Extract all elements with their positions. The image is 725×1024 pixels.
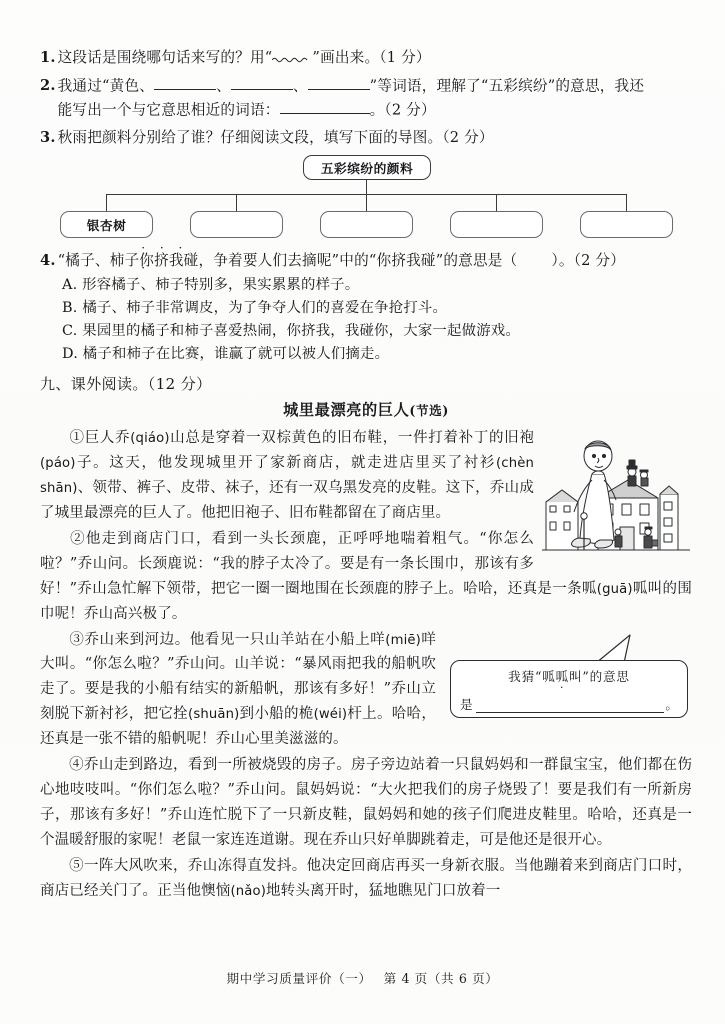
paragraph-3-a: 乔山来到河边。他看见一只山羊站在小船上咩 <box>84 631 386 648</box>
article-title-sub: (节选) <box>409 403 449 419</box>
footer-exam-name: 期中学习质量评价（一） <box>226 971 372 986</box>
question-1-text-after: ”画出来。（1 分） <box>312 49 431 66</box>
pinyin-shuan: (shuān) <box>188 707 240 723</box>
pinyin-gua: (guā) <box>596 581 633 597</box>
question-3 <box>40 126 692 150</box>
pinyin-mie: (miē) <box>385 632 421 648</box>
option-b[interactable]: B. 橘子、柿子非常调皮，为了争夺人们的喜爱在争抢打斗。 <box>62 299 448 316</box>
giant-illustration-svg <box>540 428 692 560</box>
callout-answer-blank[interactable] <box>476 699 665 713</box>
paragraph-3-marker: ③ <box>69 631 85 648</box>
question-4-stem <box>58 249 692 273</box>
mind-map-diagram <box>40 155 692 241</box>
paragraph-2-b: 呱叫的围巾呢！乔山高兴极了。 <box>40 580 692 622</box>
page-footer <box>0 968 725 987</box>
pinyin-pao: (páo) <box>40 455 76 471</box>
question-2-blank-2[interactable] <box>231 74 293 90</box>
pinyin-qiao: (qiáo) <box>130 431 170 447</box>
paragraph-1-c: 子。这天，他发现城里开了家新商店，就走进店里买了衬衫 <box>75 454 497 471</box>
wavy-underline-icon <box>272 47 312 62</box>
question-1-text-before: 这段话是围绕哪句话来写的？用“ <box>57 49 273 66</box>
question-3-number: 3. <box>40 128 56 146</box>
diagram-branch-3 <box>366 194 367 211</box>
question-4-emphasis: 你挤我碰 · · · · <box>139 252 198 269</box>
question-3-text: 秋雨把颜料分别给了谁？仔细阅读文段，填写下面的导图。（2 分） <box>57 128 494 146</box>
question-4-stem-c: ）。（2 分） <box>551 252 626 270</box>
question-4 <box>40 249 692 273</box>
pinyin-wei: (wéi) <box>313 707 348 723</box>
paragraph-1-marker: ① <box>69 430 85 447</box>
callout-emphasis-word: 呱呱叫 · · · <box>542 669 582 684</box>
paragraph-5-marker: ⑤ <box>69 857 85 874</box>
question-2 <box>40 74 692 122</box>
article-paragraph-4 <box>40 753 692 853</box>
footer-page-number: 第 4 页（共 6 页） <box>383 971 499 986</box>
diagram-branch-2 <box>236 194 237 211</box>
question-2-text-a: 我通过“黄色、 <box>57 76 155 94</box>
question-2-blank-3[interactable] <box>308 74 370 90</box>
question-2-text-c: 、 <box>292 76 308 94</box>
question-2-text-b: 、 <box>216 76 231 94</box>
question-2-text-e: 能写出一个与它意思相近的词语： <box>57 100 280 118</box>
pinyin-nao: (nǎo) <box>230 883 267 899</box>
paragraph-1-a: 巨人乔 <box>84 430 131 447</box>
paragraph-5-a: 一阵大风吹来，乔山冻得直发抖。他决定回商店再买一身新衣服。当他蹦着来到商店门口时，商店已经关门了。正当他懊恼 <box>40 857 692 899</box>
paragraph-4-a: 乔山走到路边，看到一所被烧毁的房子。房子旁边站着一只鼠妈妈和一群鼠宝宝，他们都在伤心地吱吱叫。“你们怎么啦？”乔山问。鼠妈妈说：“大火把我们的房子烧毁了！要是我们有一所新房子，那该有多好！”乔山连忙脱下了一只新皮鞋，鼠妈妈和她的孩子们爬进皮鞋里。哈哈，还真是一个温暖舒服的家呢！老鼠一家连连道谢。现在乔山只好单脚跳着走，可是他还是很开心。 <box>40 757 692 849</box>
question-4-number: 4. <box>40 252 56 270</box>
paragraph-1-d: 、领带、裤子、皮带、袜子，还有一双乌黑发亮的皮鞋。这下，乔山成了城里最漂亮的巨人了。他把旧袍子、旧布鞋都留在了商店里。 <box>40 479 534 521</box>
question-2-line-1 <box>58 74 692 98</box>
diagram-leaf-node-4[interactable] <box>450 211 543 238</box>
question-4-stem-b: ，争着要人们去摘呢”中的“你挤我碰”的意思是（ <box>198 252 518 270</box>
article-title <box>40 399 692 420</box>
callout-text-c: 是 <box>460 696 473 712</box>
giant-illustration <box>540 428 692 560</box>
callout-box <box>450 660 688 718</box>
paragraph-5-b: 地转头离开时，猛地瞧见门口放着一 <box>266 882 501 899</box>
page-content <box>40 46 692 905</box>
diagram-leaf-node-1[interactable]: 银杏树 <box>60 211 153 238</box>
question-2-line-2 <box>58 98 692 122</box>
diagram-branch-4 <box>496 194 497 211</box>
article-title-main: 城里最漂亮的巨人 <box>283 401 410 420</box>
option-a[interactable]: A. 形容橘子、柿子特别多，果实累累的样子。 <box>62 276 360 293</box>
section-heading: 九、课外阅读。（12 分） <box>40 375 212 394</box>
annotation-callout <box>444 634 692 720</box>
diagram-leaf-node-5[interactable] <box>580 211 673 238</box>
paragraph-2-marker: ② <box>69 530 86 547</box>
callout-line-1 <box>460 666 678 685</box>
diagram-leaf-node-3[interactable] <box>320 211 413 238</box>
callout-text-d: 。 <box>665 696 678 712</box>
paragraph-1-b: 山总是穿着一双棕黄色的旧布鞋，一件打着补丁的旧袍 <box>169 430 534 447</box>
diagram-leaf-node-2[interactable] <box>190 211 283 238</box>
paragraph-2-a: 他走到商店门口，看到一头长颈鹿，正呼呼地喘着粗气。“你怎么啦？”乔山问。长颈鹿说：“我的脖子太冷了。要是有一条长围巾，那该有多好！”乔山急忙解下领带，把它一圈一圈地围在长颈鹿的脖子上。哈哈，还真是一条呱 <box>40 530 597 597</box>
question-4-stem-a: “橘子、柿子 <box>57 252 140 270</box>
question-2-number: 2. <box>40 76 56 94</box>
question-2-text-d: ”等词语，理解了“五彩缤纷”的意思，我还 <box>369 76 645 94</box>
paragraph-4-marker: ④ <box>69 757 85 774</box>
option-d[interactable]: D. 橘子和柿子在比赛，谁赢了就可以被人们摘走。 <box>62 346 390 362</box>
question-1-number: 1. <box>40 49 56 66</box>
paragraph-3-d: 杆上。哈哈，还真是一张不错的船帆呢！乔山心里美滋滋的。 <box>40 706 437 748</box>
question-1-body <box>58 46 692 70</box>
diagram-branch-5 <box>626 194 627 211</box>
question-2-text-f: 。（2 分） <box>369 100 436 118</box>
article-paragraph-5 <box>40 854 692 904</box>
callout-text-b: ”的意思 <box>582 668 630 684</box>
question-2-body <box>58 74 692 122</box>
callout-text-a: 我猜“ <box>508 668 543 684</box>
question-2-blank-4[interactable] <box>280 98 370 114</box>
diagram-branch-1 <box>106 194 107 211</box>
option-c[interactable]: C. 果园里的橘子和柿子喜爱热闹，你挤我，我碰你，大家一起做游戏。 <box>62 322 520 339</box>
question-2-blank-1[interactable] <box>154 74 216 90</box>
diagram-root-node: 五彩缤纷的颜料 <box>303 155 431 180</box>
callout-line-2 <box>460 694 678 713</box>
pinyin-chenshan: (chèn shān) <box>40 455 534 496</box>
paragraph-3-c: 到小船的桅 <box>239 706 314 723</box>
paragraph-3-b: 咩大叫。“你怎么啦？”乔山问。山羊说：“暴风雨把我的船帆吹走了。要是我的小船有结实的新船帆，那该有多好！”乔山立刻脱下新衬衫，把它拴 <box>40 631 436 723</box>
question-1 <box>40 46 692 70</box>
